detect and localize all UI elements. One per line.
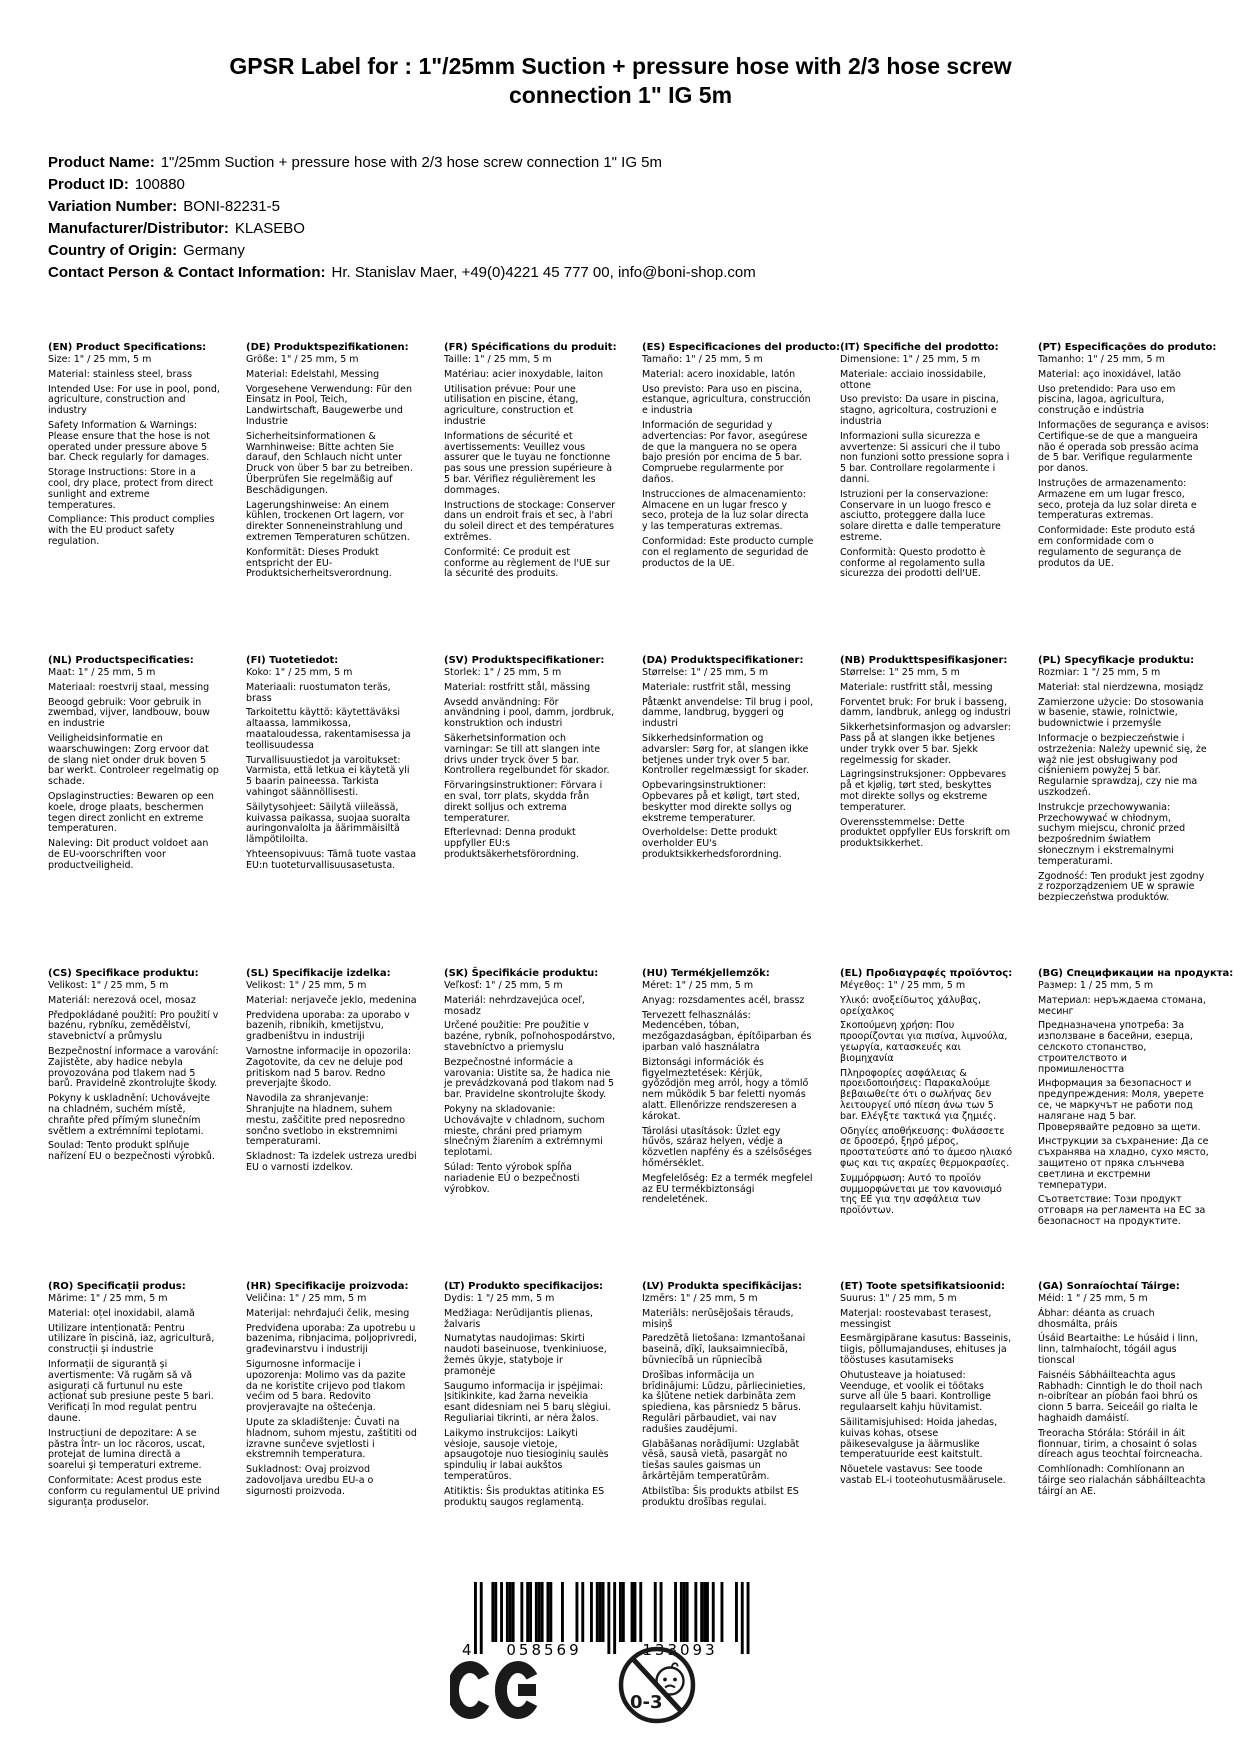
language-block-body bbox=[642, 981, 814, 1206]
spec-paragraph: Koko: 1" / 25 mm, 5 m bbox=[246, 667, 353, 678]
spec-paragraph: Suurus: 1" / 25 mm, 5 m bbox=[840, 1293, 957, 1304]
contact-value: Hr. Stanislav Maer, +49(0)4221 45 777 00, info@boni-shop.com bbox=[331, 264, 756, 281]
language-block-de bbox=[246, 342, 418, 655]
spec-paragraph: Съответствие: Този продукт отговаря на регламента на ЕС за безопасност на продуктите. bbox=[1038, 1194, 1206, 1227]
spec-paragraph: Conformidade: Este produto está em conformidade com o regulamento de segurança de produtos da UE. bbox=[1038, 525, 1196, 569]
spec-paragraph: Información de seguridad y advertencias: Por favor, asegúrese de que la manguera no se opera bajo presión por encima de 5 bar. Compruebe regularmente por daños. bbox=[642, 419, 808, 485]
language-block-header: (NL) Productspecificaties: bbox=[48, 655, 194, 666]
spec-paragraph: Säilitamisjuhised: Hoida jahedas, kuivas kohas, otsese päikesevalguse ja äärmuslike temperatuuride eest kaitstult. bbox=[840, 1416, 998, 1461]
spec-paragraph: Predvidena uporaba: za uporabo v bazenih, ribnikih, kmetijstvu, gradbeništvu in industriji bbox=[246, 1009, 410, 1043]
language-block-bg bbox=[1038, 968, 1234, 1281]
spec-paragraph: Velikost: 1" / 25 mm, 5 m bbox=[246, 980, 367, 991]
spec-paragraph: Skladnost: Ta izdelek ustreza uredbi EU o varnosti izdelkov. bbox=[246, 1151, 417, 1173]
spec-paragraph: Pokyny na skladovanie: Uchovávajte v chladnom, suchom mieste, chráni pred priamym slnečným žiarením a extrémnymi teplotami. bbox=[444, 1103, 605, 1159]
spec-paragraph: Størrelse: 1" / 25 mm, 5 m bbox=[642, 667, 769, 678]
product-info-row bbox=[48, 174, 1241, 196]
spec-paragraph: Größe: 1" / 25 mm, 5 m bbox=[246, 354, 359, 365]
language-block-body bbox=[1038, 668, 1210, 904]
language-block-header: (EN) Product Specifications: bbox=[48, 342, 207, 353]
spec-paragraph: Atitiktis: Šis produktas atitinka ES produktų saugos reglamentą. bbox=[444, 1485, 605, 1508]
language-block-hr bbox=[246, 1281, 418, 1594]
spec-paragraph: Material: rostfritt stål, mässing bbox=[444, 681, 591, 693]
barcode bbox=[458, 1580, 754, 1660]
spec-paragraph: Konformität: Dieses Produkt entspricht der EU-Produktsicherheitsverordnung. bbox=[246, 546, 392, 580]
spec-paragraph: Συμμόρφωση: Αυτό το προϊόν συμμορφώνεται με τον κανονισμό της ΕΕ για την ασφάλεια των προϊόντων. bbox=[840, 1172, 1002, 1217]
spec-paragraph: Medžiaga: Nerūdijantis plienas, žalvaris bbox=[444, 1307, 593, 1330]
spec-paragraph: Veiligheidsinformatie en waarschuwingen: Zorg ervoor dat de slang niet onder druk boven 5 bar werkt. Controleer regelmatig op schade. bbox=[48, 732, 219, 788]
spec-paragraph: Eesmärgipärane kasutus: Basseinis, tiigis, põllumajanduses, ehituses ja tööstuses kasutamiseks bbox=[840, 1333, 1012, 1366]
product-id-value: 100880 bbox=[134, 176, 185, 193]
language-block-header: (FR) Spécifications du produit: bbox=[444, 342, 617, 353]
spec-paragraph: Súlad: Tento výrobok spĺňa nariadenie EÚ o bezpečnosti výrobkov. bbox=[444, 1161, 580, 1195]
language-block-es bbox=[642, 342, 841, 655]
spec-paragraph: Matériau: acier inoxydable, laiton bbox=[444, 368, 604, 380]
spec-paragraph: Förvaringsinstruktioner: Förvara i en sval, torr plats, skydda från direkt solljus och extrema temperaturer. bbox=[444, 780, 603, 824]
language-block-header: (HU) Termékjellemzők: bbox=[642, 968, 770, 979]
spec-paragraph: Informații de siguranță și avertismente: Vă rugăm să vă asigurați că furtunul nu este acționat sub presiune peste 5 bari. Verificați în mod regulat pentru daune. bbox=[48, 1358, 214, 1424]
spec-paragraph: Predviđena uporaba: Za upotrebu u bazenima, ribnjacima, poljoprivredi, građevinarstvu i industriji bbox=[246, 1322, 417, 1356]
spec-paragraph: Laikymo instrukcijos: Laikyti vėsioje, sausoje vietoje, apsaugotoje nuo tiesioginių saulės spindulių ir labai aukštos temperatūros. bbox=[444, 1427, 609, 1482]
language-block-header: (DA) Produktspecifikationer: bbox=[642, 655, 804, 666]
language-block-fr bbox=[444, 342, 616, 655]
language-block-lt bbox=[444, 1281, 616, 1594]
language-grid bbox=[48, 342, 1234, 1594]
language-block-header: (HR) Specifikacije proizvoda: bbox=[246, 1281, 409, 1292]
language-block-body bbox=[444, 668, 616, 861]
language-block-body bbox=[48, 668, 220, 872]
spec-paragraph: Ábhar: déanta as cruach dhosmálta, práis bbox=[1038, 1307, 1155, 1330]
spec-paragraph: Размер: 1 / 25 mm, 5 m bbox=[1038, 980, 1154, 991]
barcode-digit-prefix: 4 bbox=[462, 1641, 472, 1659]
language-block-nl bbox=[48, 655, 220, 968]
spec-paragraph: Izmērs: 1" / 25 mm, 5 m bbox=[642, 1293, 758, 1304]
language-block-body bbox=[642, 355, 814, 569]
spec-paragraph: Instructions de stockage: Conserver dans un endroit frais et sec, à l'abri du soleil direct et des températures extrêmes. bbox=[444, 499, 616, 543]
spec-paragraph: Conformité: Ce produit est conforme au règlement de l'UE sur la sécurité des produits. bbox=[444, 546, 610, 580]
spec-paragraph: Předpokládané použití: Pro použití v bazénu, rybníku, zemědělství, stavebnictví a průmyslu bbox=[48, 1009, 219, 1043]
spec-paragraph: Tárolási utasítások: Üzlet egy hűvös, száraz helyen, védje a közvetlen napfény és a szélsőséges hőmérséklet. bbox=[642, 1125, 812, 1169]
language-block-body bbox=[642, 1294, 814, 1508]
language-block-header: (GA) Sonraíochtaí Táirge: bbox=[1038, 1281, 1180, 1292]
spec-paragraph: Materiál: nerezová ocel, mosaz bbox=[48, 994, 196, 1006]
spec-paragraph: Taille: 1" / 25 mm, 5 m bbox=[444, 354, 552, 365]
manufacturer-value: KLASEBO bbox=[234, 220, 305, 237]
language-block-header: (ES) Especificaciones del producto: bbox=[642, 342, 841, 353]
language-block-pl bbox=[1038, 655, 1210, 968]
language-block-body bbox=[246, 1294, 418, 1498]
spec-paragraph: Mărime: 1" / 25 mm, 5 m bbox=[48, 1293, 168, 1304]
spec-paragraph: Ohutusteave ja hoiatused: Veenduge, et voolik ei töötaks surve all üle 5 baari. Kontrollige regulaarselt kahju hüvitamist. bbox=[840, 1369, 991, 1414]
product-info-row bbox=[48, 196, 1241, 218]
spec-paragraph: Istruzioni per la conservazione: Conservare in un luogo fresco e asciutto, proteggere dalla luce solare diretta e dalle temperature estreme. bbox=[840, 488, 1001, 543]
language-block-body bbox=[444, 355, 616, 580]
spec-paragraph: Maat: 1" / 25 mm, 5 m bbox=[48, 667, 156, 678]
age-warning-icon bbox=[616, 1644, 698, 1726]
spec-paragraph: Инструкции за съхранение: Да се съхранява на хладно, сухо място, защитено от пряка слънчева светлина и екстремни температури. bbox=[1038, 1136, 1209, 1191]
spec-paragraph: Atbilstība: Šis produkts atbilst ES produktu drošības regulai. bbox=[642, 1485, 799, 1508]
language-block-header: (RO) Specificații produs: bbox=[48, 1281, 186, 1292]
spec-paragraph: Materijal: nehrđajući čelik, mesing bbox=[246, 1307, 410, 1319]
language-block-header: (IT) Specifiche del prodotto: bbox=[840, 342, 999, 353]
manufacturer-label: Manufacturer/Distributor: bbox=[48, 220, 229, 237]
spec-paragraph: Material: stainless steel, brass bbox=[48, 368, 193, 380]
language-block-body bbox=[1038, 981, 1210, 1228]
language-block-it bbox=[840, 342, 1012, 655]
spec-paragraph: Numatytas naudojimas: Skirti naudoti baseinuose, tvenkiniuose, žemės ūkyje, statyboje ir pramonėje bbox=[444, 1333, 607, 1377]
spec-paragraph: Rozmiar: 1 "/ 25 mm, 5 m bbox=[1038, 667, 1161, 678]
spec-paragraph: Opbevaringsinstruktioner: Opbevares på et køligt, tørt sted, beskytter mod direkte sollys og ekstreme temperaturer. bbox=[642, 780, 800, 824]
spec-paragraph: Storage Instructions: Store in a cool, dry place, protect from direct sunlight and extreme temperatures. bbox=[48, 467, 214, 511]
language-block-header: (ET) Toote spetsifikatsioonid: bbox=[840, 1281, 1006, 1292]
age-warning-text: 0-3 bbox=[630, 1692, 663, 1713]
spec-paragraph: Instrukcje przechowywania: Przechowywać w chłodnym, suchym miejscu, chronić przed bezpośrednim światłem słonecznym i ekstremalnymi temperaturami. bbox=[1038, 801, 1186, 867]
language-block-fi bbox=[246, 655, 418, 968]
ce-mark-icon bbox=[450, 1658, 550, 1722]
language-block-body bbox=[246, 355, 418, 580]
spec-paragraph: Pokyny k uskladnění: Uchovávejte na chladném, suchém místě, chraňte před přímým slunečním světlem a extrémními teplotami. bbox=[48, 1093, 211, 1137]
spec-paragraph: Instruções de armazenamento: Armazene em um lugar fresco, seco, proteja da luz solar direta e temperaturas extremas. bbox=[1038, 477, 1197, 522]
spec-paragraph: Conformitate: Acest produs este conform cu regulamentul UE privind siguranța produselor. bbox=[48, 1474, 220, 1508]
language-block-header: (PT) Especificações do produto: bbox=[1038, 342, 1217, 353]
variation-number-value: BONI-82231-5 bbox=[183, 198, 280, 215]
spec-paragraph: Méret: 1" / 25 mm, 5 m bbox=[642, 980, 754, 991]
spec-paragraph: Påtænkt anvendelse: Til brug i pool, damme, landbrug, byggeri og industri bbox=[642, 696, 814, 730]
spec-paragraph: Glabāšanas norādījumi: Uzglabāt vēsā, sausā vietā, pasargāt no tiešas saules gaismas un ārkārtējām temperatūrām. bbox=[642, 1438, 800, 1482]
language-block-et bbox=[840, 1281, 1012, 1594]
spec-paragraph: Treoracha Stórála: Stóráil in áit fionnuar, tirim, a chosaint ó solas díreach agus teochtaí foircneacha. bbox=[1038, 1427, 1203, 1461]
language-block-sk bbox=[444, 968, 616, 1281]
language-block-header: (NB) Produkttspesifikasjoner: bbox=[840, 655, 1008, 666]
country-of-origin-value: Germany bbox=[183, 242, 245, 259]
spec-paragraph: Sigurnosne informacije i upozorenja: Molimo vas da pazite da ne koristite crijevo pod tlakom većim od 5 bara. Redovito provjeravajte na oštećenja. bbox=[246, 1358, 406, 1414]
language-block-el bbox=[840, 968, 1012, 1281]
language-block-header: (FI) Tuotetiedot: bbox=[246, 655, 339, 666]
product-info-row bbox=[48, 262, 1241, 284]
spec-paragraph: Sicherheitsinformationen & Warnhinweise: Bitte achten Sie darauf, den Schlauch nicht unter Druck von über 5 bar zu betreiben. Überprüfen Sie regelmäßig auf Beschädigungen. bbox=[246, 430, 413, 496]
spec-paragraph: Säilytysohjeet: Säilytä viileässä, kuivassa paikassa, suojaa suoralta auringonvalolta ja äärimmäisiltä lämpötiloilta. bbox=[246, 801, 411, 846]
product-info-row bbox=[48, 240, 1241, 262]
spec-paragraph: Uso pretendido: Para uso em piscina, lagoa, agricultura, construção e indústria bbox=[1038, 383, 1176, 417]
spec-paragraph: Conformidad: Este producto cumple con el reglamento de seguridad de productos de la UE. bbox=[642, 535, 814, 569]
language-block-en bbox=[48, 342, 220, 655]
spec-paragraph: Soulad: Tento produkt splňuje nařízení EU o bezpečnosti výrobků. bbox=[48, 1140, 215, 1163]
spec-paragraph: Úsáid Beartaithe: Le húsáid i linn, linn, talmhaíocht, tógáil agus tionscal bbox=[1038, 1333, 1198, 1366]
spec-paragraph: Safety Information & Warnings: Please ensure that the hose is not operated under pressure above 5 bar. Check regularly for damages. bbox=[48, 419, 210, 464]
spec-paragraph: Materiał: stal nierdzewna, mosiądz bbox=[1038, 681, 1204, 693]
spec-paragraph: Materjal: roostevabast terasest, messingist bbox=[840, 1307, 992, 1330]
spec-paragraph: Méid: 1 " / 25 mm, 5 m bbox=[1038, 1293, 1148, 1304]
language-block-body bbox=[48, 355, 220, 548]
spec-paragraph: Предназначена употреба: За използване в басейни, езерца, селското стопанство, строителството и промишлеността bbox=[1038, 1020, 1193, 1075]
spec-paragraph: Størrelse: 1" 25 mm, 5 m bbox=[840, 667, 960, 678]
spec-paragraph: Materiale: acciaio inossidabile, ottone bbox=[840, 368, 986, 391]
product-name-label: Product Name: bbox=[48, 154, 155, 171]
spec-paragraph: Bezpečnostné informácie a varovania: Uistite sa, že hadica nie je prevádzkovaná pod tlakom nad 5 bar. Pravidelne skontrolujte škody. bbox=[444, 1056, 615, 1101]
spec-paragraph: Anyag: rozsdamentes acél, brassz bbox=[642, 994, 805, 1006]
language-block-nb bbox=[840, 655, 1012, 968]
spec-paragraph: Drošības informācija un brīdinājumi: Lūdzu, pārliecinieties, ka šļūtene netiek darbināta zem spiediena, kas pārsniedz 5 bārus. Regulāri pārbaudiet, vai nav radušies zaudējumi. bbox=[642, 1369, 806, 1435]
language-block-lv bbox=[642, 1281, 814, 1594]
language-block-header: (LT) Produkto specifikacijos: bbox=[444, 1281, 604, 1292]
language-block-cs bbox=[48, 968, 220, 1281]
language-block-body bbox=[246, 981, 418, 1174]
spec-paragraph: Sikkerhetsinformasjon og advarsler: Pass på at slangen ikke betjenes under trykk over 5 bar. Sjekk regelmessig for skader. bbox=[840, 722, 1011, 766]
language-block-pt bbox=[1038, 342, 1217, 655]
spec-paragraph: Sikkerhedsinformation og advarsler: Sørg for, at slangen ikke betjenes under tryk over 5 bar. Kontroller regelmæssigt for skader. bbox=[642, 732, 809, 777]
language-block-ga bbox=[1038, 1281, 1210, 1594]
language-block-sl bbox=[246, 968, 418, 1281]
spec-paragraph: Materiāls: nerūsējošais tērauds, misiņš bbox=[642, 1307, 794, 1330]
spec-paragraph: Lagringsinstruksjoner: Oppbevares på et kjølig, tørt sted, beskyttes mot direkte sollys og ekstreme temperaturer. bbox=[840, 769, 1007, 813]
spec-paragraph: Forventet bruk: For bruk i basseng, damm, landbruk, anlegg og industri bbox=[840, 696, 1011, 719]
product-info-row bbox=[48, 218, 1241, 240]
language-block-header: (PL) Specyfikacje produktu: bbox=[1038, 655, 1195, 666]
spec-paragraph: Информация за безопасност и предупреждения: Моля, уверете се, че маркучът не работи под налягане над 5 bar. Проверявайте редовно за щети. bbox=[1038, 1078, 1204, 1133]
spec-paragraph: Overensstemmelse: Dette produktet oppfyller EUs forskrift om produktsikkerhet. bbox=[840, 816, 1011, 850]
contact-label: Contact Person & Contact Information: bbox=[48, 264, 326, 281]
spec-paragraph: Säkerhetsinformation och varningar: Se till att slangen inte drivs under tryck över 5 bar. Kontrollera regelbundet för skador. bbox=[444, 732, 610, 777]
spec-paragraph: Bezpečnostní informace a varování: Zajistěte, aby hadice nebyla provozována pod tlakem nad 5 barů. Pravidelně zkontrolujte škody. bbox=[48, 1045, 219, 1090]
spec-paragraph: Navodila za shranjevanje: Shranjujte na hladnem, suhem mestu, zaščitite pred neposredno sončno svetlobo in ekstremnimi temperaturami. bbox=[246, 1093, 406, 1148]
spec-paragraph: Zgodność: Ten produkt jest zgodny z rozporządzeniem UE w sprawie bezpieczeństwa produktów. bbox=[1038, 870, 1205, 904]
language-block-body bbox=[1038, 355, 1210, 569]
spec-paragraph: Informações de segurança e avisos: Certifique-se de que a mangueira não é operada sob pressão acima de 5 bar. Verifique regularmente por danos. bbox=[1038, 419, 1210, 475]
spec-paragraph: Informazioni sulla sicurezza e avvertenze: Si assicuri che il tubo non funzioni sotto pressione sopra i 5 bar. Controllare regolarmente i danni. bbox=[840, 430, 1010, 485]
spec-paragraph: Σκοπούμενη χρήση: Που προορίζονται για πισίνα, λιμνούλα, γεωργία, κατασκευές και βιομηχανία bbox=[840, 1020, 1008, 1064]
spec-paragraph: Size: 1" / 25 mm, 5 m bbox=[48, 354, 152, 365]
spec-paragraph: Dimensione: 1" / 25 mm, 5 m bbox=[840, 354, 981, 365]
variation-number-label: Variation Number: bbox=[48, 198, 178, 215]
spec-paragraph: Turvallisuustiedot ja varoitukset: Varmista, että letkua ei käytetä yli 5 baarin paineessa. Tarkista vahingot säännöllisesti. bbox=[246, 754, 410, 798]
spec-paragraph: Saugumo informacija ir įspėjimai: Įsitikinkite, kad žarna neveikia esant didesniam nei 5 barų slėgiui. Reguliariai tikrinti, ar nėra žalos. bbox=[444, 1380, 611, 1424]
spec-paragraph: Tamanho: 1" / 25 mm, 5 m bbox=[1038, 354, 1165, 365]
spec-paragraph: Οδηγίες αποθήκευσης: Φυλάσσετε σε δροσερό, ξηρό μέρος, προστατεύστε από το άμεσο ηλιακό φως και τις ακραίες θερμοκρασίες. bbox=[840, 1125, 1013, 1169]
spec-paragraph: Utilisation prévue: Pour une utilisation en piscine, étang, agriculture, construction et industrie bbox=[444, 383, 579, 427]
language-block-header: (CS) Specifikace produktu: bbox=[48, 968, 199, 979]
language-block-body bbox=[840, 981, 1012, 1217]
language-block-header: (LV) Produkta specifikācijas: bbox=[642, 1281, 802, 1292]
spec-paragraph: Comhlíonadh: Comhlíonann an táirge seo rialachán sábháilteachta táirgí an AE. bbox=[1038, 1464, 1206, 1497]
product-info-row bbox=[48, 152, 1241, 174]
language-block-header: (SL) Specifikacije izdelka: bbox=[246, 968, 391, 979]
language-block-header: (DE) Produktspezifikationen: bbox=[246, 342, 409, 353]
spec-paragraph: Vorgesehene Verwendung: Für den Einsatz in Pool, Teich, Landwirtschaft, Baugewerbe und Industrie bbox=[246, 383, 412, 427]
language-block-body bbox=[246, 668, 418, 872]
spec-paragraph: Υλικό: ανοξείδωτος χάλυβας, ορείχαλκος bbox=[840, 994, 981, 1017]
spec-paragraph: Faisnéis Sábháilteachta agus Rabhadh: Cinntigh le do thoil nach n-oibrítear an píobán faoi bhrú os cionn 5 barra. Seiceáil go rialta le haghaidh damáistí. bbox=[1038, 1369, 1203, 1424]
spec-paragraph: Lagerungshinweise: An einem kühlen, trockenen Ort lagern, vor direkter Sonneneinstrahlung und extremen Temperaturen schützen. bbox=[246, 499, 410, 543]
spec-paragraph: Biztonsági információk és figyelmeztetések: Kérjük, győződjön meg arról, hogy a tömlő nem működik 5 bar feletti nyomás alatt. Ellenőrizze rendszeresen a károkat. bbox=[642, 1056, 809, 1122]
country-of-origin-label: Country of Origin: bbox=[48, 242, 178, 259]
barcode-digits-right: 133093 bbox=[642, 1641, 718, 1659]
spec-paragraph: Yhteensopivuus: Tämä tuote vastaa EU:n tuoteturvallisuusasetusta. bbox=[246, 848, 417, 871]
spec-paragraph: Instrucțiuni de depozitare: A se păstra într- un loc răcoros, uscat, protejat de lumina directă a soarelui şi temperaturi extreme. bbox=[48, 1427, 206, 1472]
spec-paragraph: Efterlevnad: Denna produkt uppfyller EU:s produktsäkerhetsförordning. bbox=[444, 827, 580, 860]
spec-paragraph: Materiale: rustfritt stål, messing bbox=[840, 681, 993, 693]
spec-paragraph: Paredzētā lietošana: Izmantošanai baseinā, dīķī, lauksaimniecībā, būvniecībā un rūpniecībā bbox=[642, 1333, 806, 1366]
spec-paragraph: Utilizare intenționată: Pentru utilizare în piscină, iaz, agricultură, construcții și industrie bbox=[48, 1322, 215, 1356]
language-block-body bbox=[840, 355, 1012, 580]
language-block-header: (SV) Produktspecifikationer: bbox=[444, 655, 605, 666]
spec-paragraph: Материал: неръждаема стомана, месинг bbox=[1038, 994, 1206, 1017]
language-block-sv bbox=[444, 655, 616, 968]
spec-paragraph: Megfelelőség: Ez a termék megfelel az EU termékbiztonsági rendeletének. bbox=[642, 1172, 813, 1206]
spec-paragraph: Instrucciones de almacenamiento: Almacene en un lugar fresco y seco, proteja de la luz solar directa y las temperaturas extremas. bbox=[642, 488, 809, 533]
spec-paragraph: Material: aço inoxidável, latão bbox=[1038, 368, 1181, 380]
barcode-digits-left: 058569 bbox=[506, 1641, 582, 1659]
spec-paragraph: Určené použitie: Pre použitie v bazéne, rybník, poľnohospodárstvo, stavebníctvo a priemyslu bbox=[444, 1020, 616, 1053]
spec-paragraph: Material: acero inoxidable, latón bbox=[642, 368, 796, 380]
language-block-header: (BG) Спецификации на продукта: bbox=[1038, 968, 1234, 979]
product-info bbox=[48, 152, 1241, 284]
language-block-body bbox=[840, 1294, 1012, 1487]
spec-paragraph: Veľkosť: 1" / 25 mm, 5 m bbox=[444, 980, 563, 991]
spec-paragraph: Intended Use: For use in pool, pond, agriculture, construction and industry bbox=[48, 383, 220, 417]
spec-paragraph: Storlek: 1" / 25 mm, 5 m bbox=[444, 667, 562, 678]
spec-paragraph: Materiaali: ruostumaton teräs, brass bbox=[246, 681, 391, 704]
spec-paragraph: Materiale: rustfrit stål, messing bbox=[642, 681, 791, 693]
spec-paragraph: Tamaño: 1" / 25 mm, 5 m bbox=[642, 354, 763, 365]
spec-paragraph: Naleving: Dit product voldoet aan de EU-voorschriften voor productveiligheid. bbox=[48, 838, 209, 871]
spec-paragraph: Μέγεθος: 1" / 25 mm, 5 m bbox=[840, 980, 966, 991]
language-block-body bbox=[444, 1294, 616, 1508]
language-block-body bbox=[48, 981, 220, 1163]
product-name-value: 1"/25mm Suction + pressure hose with 2/3 hose screw connection 1" IG 5m bbox=[160, 154, 663, 171]
spec-paragraph: Tarkoitettu käyttö: käytettäväksi altaassa, lammikossa, maataloudessa, rakentamisessa ja teollisuudessa bbox=[246, 707, 411, 751]
spec-paragraph: Material: oțel inoxidabil, alamă bbox=[48, 1307, 195, 1319]
spec-paragraph: Nõuetele vastavus: See toode vastab EL-i tooteohutusmäärusele. bbox=[840, 1464, 1006, 1486]
spec-paragraph: Varnostne informacije in opozorila: Zagotovite, da cev ne deluje pod pritiskom nad 5 barov. Redno preverjajte škodo. bbox=[246, 1045, 412, 1090]
spec-paragraph: Uso previsto: Da usare in piscina, stagno, agricoltura, costruzioni e industria bbox=[840, 394, 999, 427]
language-block-body bbox=[1038, 1294, 1210, 1498]
spec-paragraph: Upute za skladištenje: Čuvati na hladnom, suhom mjestu, zaštititi od izravne sunčeve svjetlosti i ekstremnih temperatura. bbox=[246, 1416, 417, 1461]
language-block-hu bbox=[642, 968, 814, 1281]
language-block-da bbox=[642, 655, 814, 968]
spec-paragraph: Zamierzone użycie: Do stosowania w basenie, stawie, rolnictwie, budownictwie i przemyśle bbox=[1038, 696, 1204, 730]
spec-paragraph: Opslaginstructies: Bewaren op een koele, droge plaats, beschermen tegen direct zonlicht en extreme temperaturen. bbox=[48, 790, 214, 835]
spec-paragraph: Tervezett felhasználás: Medencében, tóban, mezőgazdaságban, építőiparban és iparban való használatra bbox=[642, 1009, 812, 1053]
product-id-label: Product ID: bbox=[48, 176, 129, 193]
language-block-ro bbox=[48, 1281, 220, 1594]
language-block-body bbox=[642, 668, 814, 861]
language-block-body bbox=[444, 981, 616, 1195]
barcode-image bbox=[458, 1580, 754, 1660]
spec-paragraph: Informacje o bezpieczeństwie i ostrzeżenia: Należy upewnić się, że wąż nie jest obsługiwany pod ciśnieniem powyżej 5 bar. Regularnie sprawdzaj, czy nie ma uszkodzeń. bbox=[1038, 732, 1207, 798]
ce-mark-svg bbox=[450, 1658, 550, 1722]
spec-paragraph: Avsedd användning: För användning i pool, damm, jordbruk, konstruktion och industri bbox=[444, 696, 615, 730]
language-block-body bbox=[840, 668, 1012, 850]
spec-paragraph: Overholdelse: Dette produkt overholder EU's produktsikkerhedsforordning. bbox=[642, 827, 782, 860]
spec-paragraph: Informations de sécurité et avertissements: Veuillez vous assurer que le tuyau ne fonctionne pas sous une pression supérieure à 5 bar. Vérifiez régulièrement les dommages. bbox=[444, 430, 613, 496]
spec-paragraph: Velikost: 1" / 25 mm, 5 m bbox=[48, 980, 169, 991]
spec-paragraph: Materiaal: roestvrij staal, messing bbox=[48, 681, 210, 693]
spec-paragraph: Material: Edelstahl, Messing bbox=[246, 368, 380, 380]
spec-paragraph: Beoogd gebruik: Voor gebruik in zwembad, vijver, landbouw, bouw en industrie bbox=[48, 696, 210, 730]
language-block-header: (SK) Špecifikácie produktu: bbox=[444, 968, 599, 979]
page-title: GPSR Label for : 1"/25mm Suction + pressure hose with 2/3 hose screw connection 1" IG 5m bbox=[229, 53, 1012, 108]
spec-paragraph: Compliance: This product complies with the EU product safety regulation. bbox=[48, 514, 215, 547]
spec-paragraph: Sukladnost: Ovaj proizvod zadovoljava uredbu EU-a o sigurnosti proizvoda. bbox=[246, 1464, 374, 1497]
language-block-header: (EL) Προδιαγραφές προϊόντος: bbox=[840, 968, 1013, 979]
spec-paragraph: Πληροφορίες ασφάλειας & προειδοποιήσεις: Παρακαλούμε βεβαιωθείτε ότι ο σωλήνας δεν λειτουργεί υπό πίεση άνω των 5 bar. Ελέγξτε τακτικά για ζημιές. bbox=[840, 1067, 997, 1122]
spec-paragraph: Dydis: 1 "/ 25 mm, 5 m bbox=[444, 1293, 555, 1304]
spec-paragraph: Uso previsto: Para uso en piscina, estanque, agricultura, construcción e industria bbox=[642, 383, 811, 417]
age-warning-svg bbox=[616, 1644, 698, 1726]
spec-paragraph: Conformità: Questo prodotto è conforme al regolamento sulla sicurezza dei prodotti dell'UE. bbox=[840, 546, 986, 580]
spec-paragraph: Materiál: nehrdzavejúca oceľ, mosadz bbox=[444, 994, 585, 1017]
spec-paragraph: Material: nerjaveče jeklo, medenina bbox=[246, 994, 417, 1006]
language-block-body bbox=[48, 1294, 220, 1508]
spec-paragraph: Veličina: 1" / 25 mm, 5 m bbox=[246, 1293, 367, 1304]
